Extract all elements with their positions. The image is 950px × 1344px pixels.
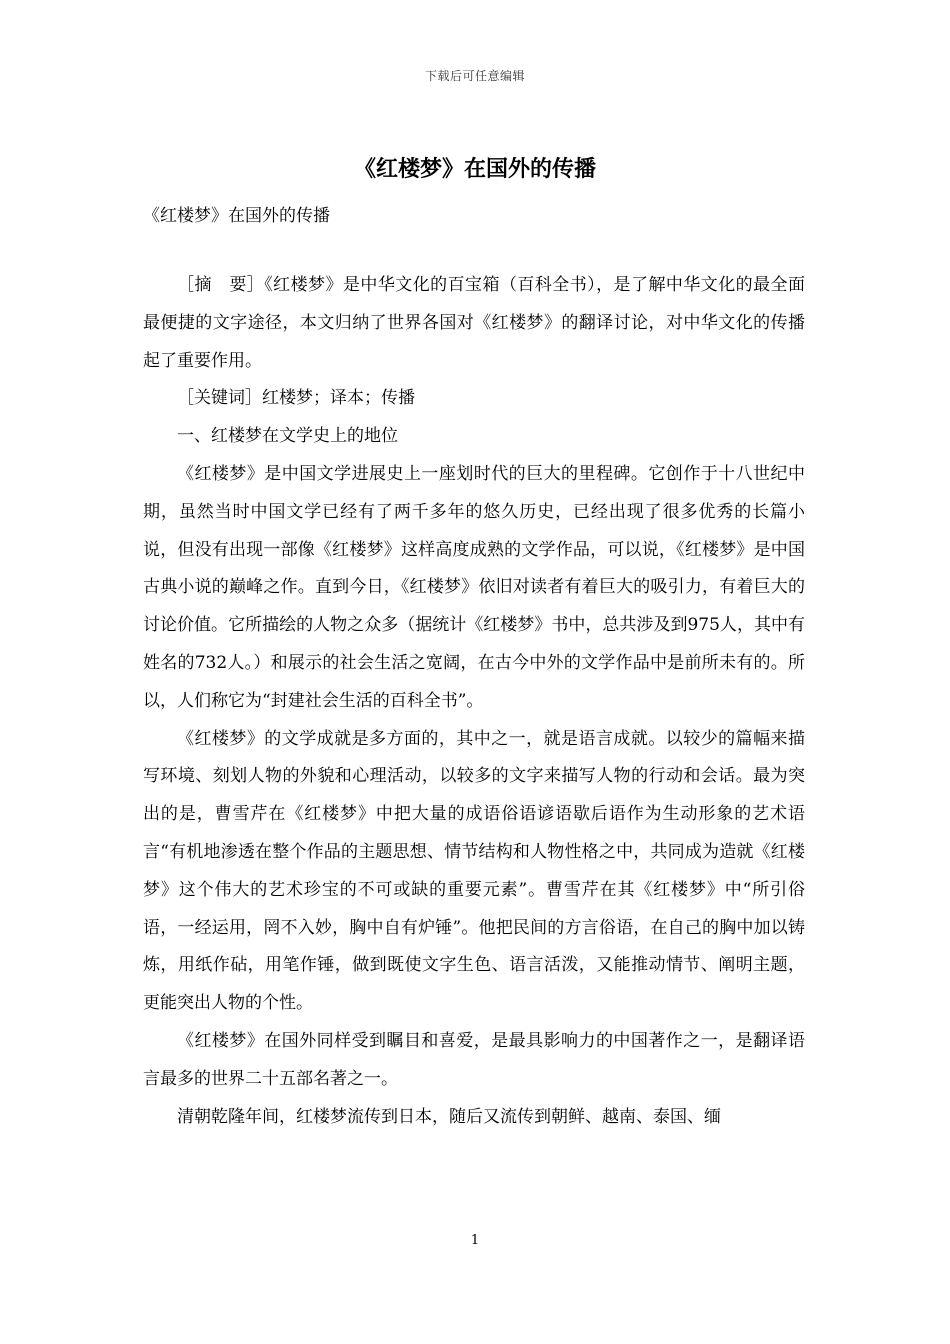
abstract-paragraph: ［摘 要］《红楼梦》是中华文化的百宝箱（百科全书），是了解中华文化的最全面最便捷的文字途径，本文归纳了世界各国对《红楼梦》的翻译讨论，对中华文化的传播起了重要作用。 bbox=[143, 275, 805, 371]
document-title: 《红楼梦》在国外的传播 bbox=[353, 157, 596, 182]
section-heading: 一、红楼梦在文学史上的地位 bbox=[177, 426, 398, 447]
body-paragraph: 《红楼梦》的文学成就是多方面的，其中之一，就是语言成就。以较少的篇幅来描写环境、刻划人物的外貌和心理活动，以较多的文字来描写人物的行动和会话。最为突出的是，曹雪芹在《红楼梦》中把大量的成语俗语谚语歇后语作为生动形象的艺术语言“有机地渗透在整个作品的主题思想、情节结构和人物性格之中，共同成为造就《红楼梦》这个伟大的艺术珍宝的不可或缺的重要元素”。曹雪芹在其《红楼梦》中“所引俗语，一经运用，罔不入妙，胸中自有炉锤”。他把民间的方言俗语，在自己的胸中加以铸炼，用纸作砧，用笔作锤，做到既使文字生色、语言活泼，又能推动情节、阐明主题，更能突出人物的个性。 bbox=[143, 728, 805, 1014]
page-number: 1 bbox=[470, 1233, 480, 1248]
header-note: 下载后可任意编辑 bbox=[424, 69, 525, 83]
body-paragraph: 《红楼梦》在国外同样受到瞩目和喜爱，是最具影响力的中国著作之一，是翻译语言最多的世界二十五部名著之一。 bbox=[143, 1030, 805, 1089]
body-paragraph: 清朝乾隆年间，红楼梦流传到日本，随后又流传到朝鲜、越南、泰国、缅 bbox=[177, 1106, 721, 1127]
document-subtitle: 《红楼梦》在国外的传播 bbox=[143, 206, 330, 226]
body-text bbox=[143, 267, 805, 1136]
body-paragraph: 《红楼梦》是中国文学进展史上一座划时代的巨大的里程碑。它创作于十八世纪中期，虽然当时中国文学已经有了两千多年的悠久历史，已经出现了很多优秀的长篇小说，但没有出现一部像《红楼梦》这样高度成熟的文学作品，可以说，《红楼梦》是中国古典小说的巅峰之作。直到今日，《红楼梦》依旧对读者有着巨大的吸引力，有着巨大的讨论价值。它所描绘的人物之众多（据统计《红楼梦》书中，总共涉及到975人，其中有姓名的732人。）和展示的社会生活之宽阔，在古今中外的文学作品中是前所未有的。所以，人们称它为“封建社会生活的百科全书”。 bbox=[143, 463, 805, 711]
keywords-paragraph: ［关键词］红楼梦；译本；传播 bbox=[177, 388, 415, 409]
